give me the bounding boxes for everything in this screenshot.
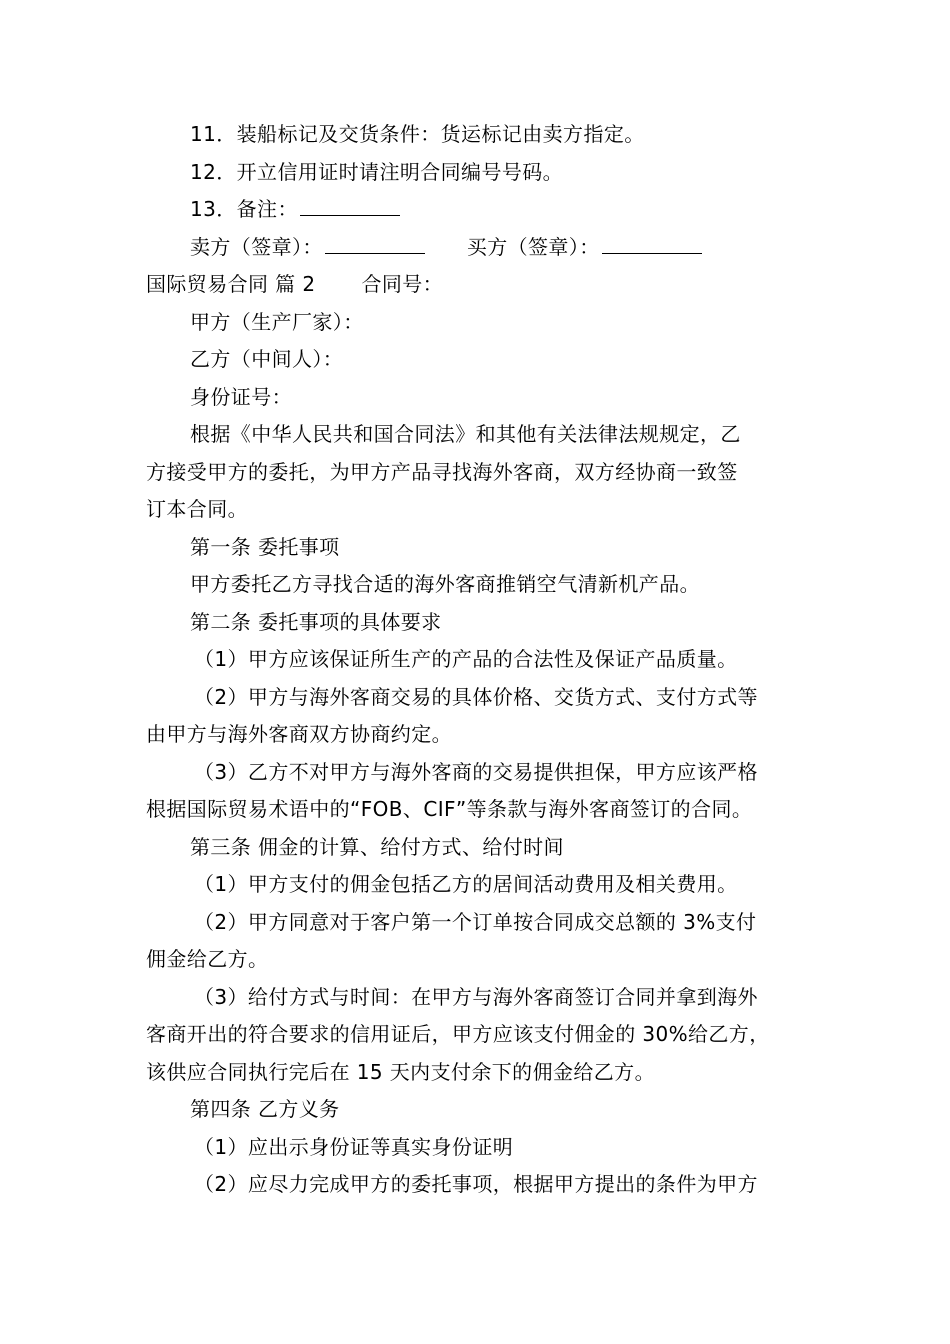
article-4-item-2: （2）应尽力完成甲方的委托事项，根据甲方提出的条件为甲方 [194, 1172, 758, 1196]
intro-line-1: 根据《中华人民共和国合同法》和其他有关法律法规规定，乙 [190, 422, 741, 446]
party-b: 乙方（中间人）： [190, 347, 344, 371]
intro-line-3: 订本合同。 [146, 497, 248, 521]
contract-number-label: 合同号： [361, 272, 444, 296]
article-2-title: 第二条 委托事项的具体要求 [190, 609, 442, 634]
article-1-body: 甲方委托乙方寻找合适的海外客商推销空气清新机产品。 [190, 572, 700, 596]
clause-11: 11．装船标记及交货条件：货运标记由卖方指定。 [190, 122, 645, 146]
seller-signature-label: 卖方（签章）： [190, 234, 323, 259]
article-3-item-3b: 客商开出的符合要求的信用证后，甲方应该支付佣金的 30%给乙方， [146, 1022, 770, 1046]
party-a: 甲方（生产厂家）： [190, 309, 364, 334]
remarks-label: 13．备注： [190, 197, 298, 221]
contract-title: 国际贸易合同 篇 2 [146, 272, 316, 296]
document-body [146, 116, 810, 1204]
article-3-title: 第三条 佣金的计算、给付方式、给付时间 [190, 834, 564, 859]
id-number: 身份证号： [190, 384, 292, 409]
article-2-item-1: （1）甲方应该保证所生产的产品的合法性及保证产品质量。 [194, 647, 738, 671]
article-2-item-3a: （3）乙方不对甲方与海外客商的交易提供担保，甲方应该严格 [194, 759, 758, 784]
seller-signature-blank [325, 231, 425, 254]
buyer-signature-label: 买方（签章）： [466, 234, 600, 259]
article-3-item-3c: 该供应合同执行完后在 15 天内支付余下的佣金给乙方。 [146, 1059, 655, 1084]
clause-13 [146, 191, 810, 229]
article-2-item-2a: （2）甲方与海外客商交易的具体价格、交货方式、支付方式等 [194, 684, 758, 709]
remarks-blank [300, 193, 400, 216]
article-3-item-3a: （3）给付方式与时间：在甲方与海外客商签订合同并拿到海外 [194, 984, 758, 1009]
article-3-item-1: （1）甲方支付的佣金包括乙方的居间活动费用及相关费用。 [194, 872, 738, 896]
article-1-title: 第一条 委托事项 [190, 534, 340, 559]
buyer-signature-blank [602, 231, 702, 254]
article-2-item-3b: 根据国际贸易术语中的“FOB、CIF”等条款与海外客商签订的合同。 [146, 797, 753, 821]
clause-12: 12．开立信用证时请注明合同编号号码。 [190, 159, 564, 184]
article-2-item-2b: 由甲方与海外客商双方协商约定。 [146, 722, 452, 746]
intro-line-2: 方接受甲方的委托，为甲方产品寻找海外客商，双方经协商一致签 [146, 459, 738, 484]
signature-line [146, 229, 810, 267]
article-3-item-2b: 佣金给乙方。 [146, 947, 269, 971]
article-3-item-2a: （2）甲方同意对于客户第一个订单按合同成交总额的 3%支付 [194, 909, 757, 934]
article-4-item-1: （1）应出示身份证等真实身份证明 [194, 1134, 514, 1159]
article-4-title: 第四条 乙方义务 [190, 1097, 340, 1121]
contract-title-line [146, 266, 810, 304]
